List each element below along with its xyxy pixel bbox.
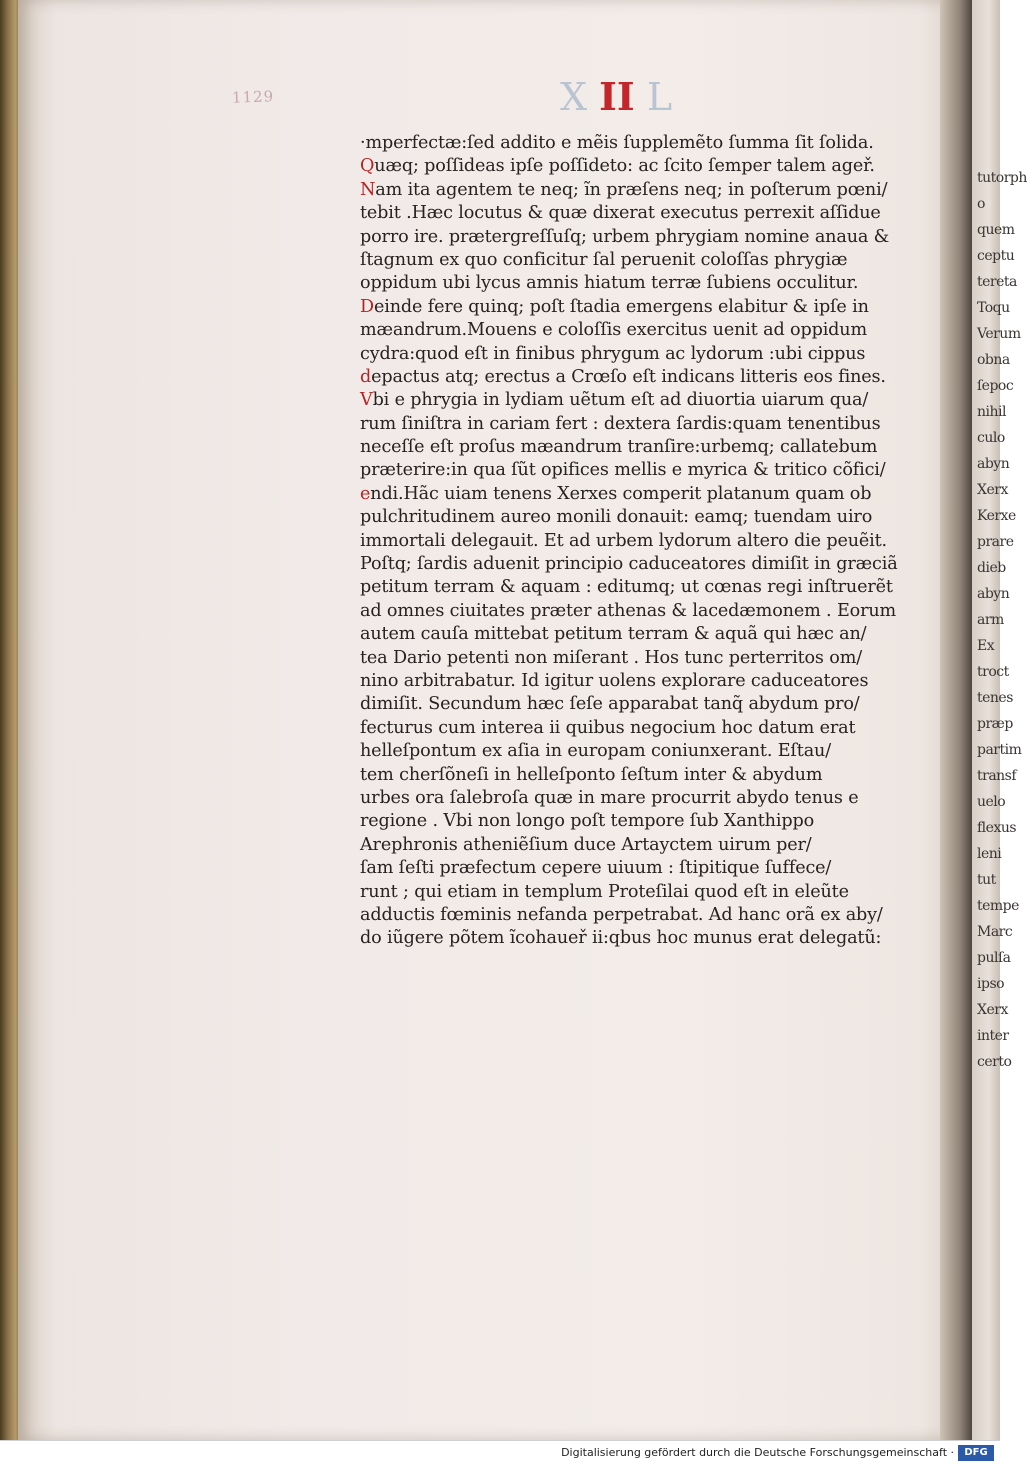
text-line: regione . Vbi non longo poſt tempore ſub Xanthippo — [360, 811, 815, 832]
facing-page-fragment: prare — [977, 534, 1014, 550]
text-line: Arephronis atheniẽſium duce Artayctem uirum per/ — [360, 834, 812, 855]
facing-page-fragment: quem — [977, 222, 1015, 238]
text-line: præterire:in qua ſũt opifices mellis e myrica & tritico cõfici/ — [360, 460, 886, 481]
facing-page-fragment: nihil — [977, 404, 1006, 420]
facing-page-fragment: Xerx — [977, 482, 1008, 498]
folio-numeral: II — [599, 74, 635, 119]
text-line: mæandrum.Mouens e coloſſis exercitus uenit ad oppidum — [360, 320, 868, 341]
facing-page-fragment: ſepoc — [977, 378, 1014, 394]
text-line: dimiſit. Secundum hæc ſeſe apparabat tanq̃ abydum pro/ — [360, 694, 860, 715]
text-line: tem cherſõneſi in helleſponto ſeſtum inter & abydum — [360, 764, 823, 785]
facing-page-fragment: tutorph — [977, 170, 1027, 186]
text-line: porro ire. prætergreſſuſq; urbem phrygiam nomine anaua & — [360, 226, 890, 247]
text-column — [360, 132, 920, 951]
text-line: Deinde fere quinq; poſt ſtadia emergens elabitur & ipſe in — [360, 296, 869, 317]
facing-page-fragment: ceptu — [977, 248, 1015, 264]
text-line: runt ; qui etiam in templum Proteſilai quod eſt in eleũte — [360, 881, 849, 902]
text-line: Quæq; poſſideas ipſe poſſideto: ac ſcito ſemper talem ageř. — [360, 156, 875, 177]
rubricated-initial: V — [360, 390, 373, 411]
facing-page-fragment: tut — [977, 872, 996, 888]
facing-page-fragment: Ex — [977, 638, 995, 654]
footer-credit: Digitalisierung gefördert durch die Deutsche Forschungsgemeinschaft · — [561, 1446, 954, 1459]
digitization-footer — [0, 1440, 1000, 1466]
folio-ghost-left: X — [560, 75, 588, 119]
text-line: do iũgere põtem ĩcohaueř ii:qbus hoc munus erat delegatũ: — [360, 928, 882, 949]
facing-page-fragment: tereta — [977, 274, 1017, 290]
facing-page-fragment: Verum — [977, 326, 1021, 342]
facing-page-fragment: tenes — [977, 690, 1013, 706]
text-line: adductis fœminis nefanda perpetrabat. Ad hanc orã ex aby/ — [360, 904, 883, 925]
text-line: ſam ſeſti præfectum cepere uiuum : ſtipitique ſuffece/ — [360, 858, 832, 879]
rubricated-initial: Q — [360, 156, 375, 177]
text-line: tea Dario petenti non miſerant . Hos tunc perterritos om/ — [360, 647, 863, 668]
facing-page-fragment: troct — [977, 664, 1009, 680]
facing-page-fragment: abyn — [977, 586, 1010, 602]
facing-page-fragment: uelo — [977, 794, 1006, 810]
facing-page-fragment: obna — [977, 352, 1010, 368]
facing-page-fragment: Xerx — [977, 1002, 1008, 1018]
facing-page-fragment: præp — [977, 716, 1013, 732]
text-line: Vbi e phrygia in lydiam uẽtum eſt ad diuortia uiarum qua/ — [360, 390, 869, 411]
rubricated-initial: N — [360, 179, 376, 200]
text-line: ad omnes ciuitates præter athenas & lacedæmonem . Eorum — [360, 600, 897, 621]
text-line: cydra:quod eſt in finibus phrygum ac lydorum :ubi cippus — [360, 343, 866, 364]
facing-page-fragment: transf — [977, 768, 1017, 784]
text-line: pulchritudinem aureo monili donauit: eamq; tuendam uiro — [360, 507, 873, 528]
folio-number — [560, 74, 710, 119]
facing-page-fragment: Kerxe — [977, 508, 1016, 524]
pencil-shelfmark: 1129 — [231, 87, 275, 107]
facing-page-fragment: certo — [977, 1054, 1012, 1070]
text-line: autem cauſa mittebat petitum terram & aquã qui hæc an/ — [360, 624, 867, 645]
facing-page-fragment: dieb — [977, 560, 1006, 576]
text-line: rum ſiniſtra in cariam fert : dextera ſardis:quam tenentibus — [360, 413, 881, 434]
facing-page-fragment: Marc — [977, 924, 1013, 940]
text-line: fecturus cum interea ii quibus negocium hoc datum erat — [360, 717, 856, 738]
facing-page-fragment: ipso — [977, 976, 1005, 992]
text-line: petitum terram & aquam : editumq; ut cœnas regi inſtruerẽt — [360, 577, 893, 598]
facing-page-fragment: Toqu — [977, 300, 1010, 316]
text-line: urbes ora ſalebroſa quæ in mare procurrit abydo tenus e — [360, 787, 859, 808]
folio-ghost-right: L — [646, 75, 673, 119]
text-line: tebit .Hæc locutus & quæ dixerat executus perrexit aſſidue — [360, 203, 881, 224]
facing-page-fragment: abyn — [977, 456, 1010, 472]
text-line: Poſtq; ſardis aduenit principio caduceatores dimiſit in græciã — [360, 554, 898, 575]
text-line: depactus atq; erectus a Crœſo eſt indicans litteris eos fines. — [360, 366, 886, 387]
rubricated-initial: D — [360, 296, 374, 317]
rubricated-initial: e — [360, 483, 371, 504]
facing-page-fragment: arm — [977, 612, 1004, 628]
text-line: ſtagnum ex quo conficitur ſal peruenit coloſſas phrygiæ — [360, 249, 848, 270]
text-line: helleſpontum ex aſia in europam coniunxerant. Eſtau/ — [360, 741, 832, 762]
facing-page-fragment: tempe — [977, 898, 1019, 914]
text-line: endi.Hãc uiam tenens Xerxes comperit platanum quam ob — [360, 483, 872, 504]
facing-page-fragment: o — [977, 196, 985, 212]
rubricated-initial: d — [360, 366, 372, 387]
dfg-logo: DFG — [958, 1445, 994, 1461]
facing-page-fragment: pulſa — [977, 950, 1011, 966]
facing-page-fragment: culo — [977, 430, 1005, 446]
facing-page-fragment: partim — [977, 742, 1022, 758]
facing-page-fragment: flexus — [977, 820, 1017, 836]
facing-page-fragment: leni — [977, 846, 1002, 862]
text-line: neceſſe eſt proſus mæandrum tranſire:urbemq; callatebum — [360, 437, 878, 458]
text-line: nino arbitrabatur. Id igitur uolens explorare caduceatores — [360, 670, 869, 691]
text-line: Nam ita agentem te neq; ĩn præſens neq; in poſterum pœni/ — [360, 179, 888, 200]
facing-page-fragment: inter — [977, 1028, 1009, 1044]
text-line: immortali delegauit. Et ad urbem lydorum altero die peuẽit. — [360, 530, 888, 551]
text-line: oppidum ubi lycus amnis hiatum terræ ſubiens occulitur. — [360, 273, 859, 294]
text-line: ·mperfectæ:ſed addito e mẽis ſupplemẽto ſumma ſit ſolida. — [360, 133, 874, 153]
